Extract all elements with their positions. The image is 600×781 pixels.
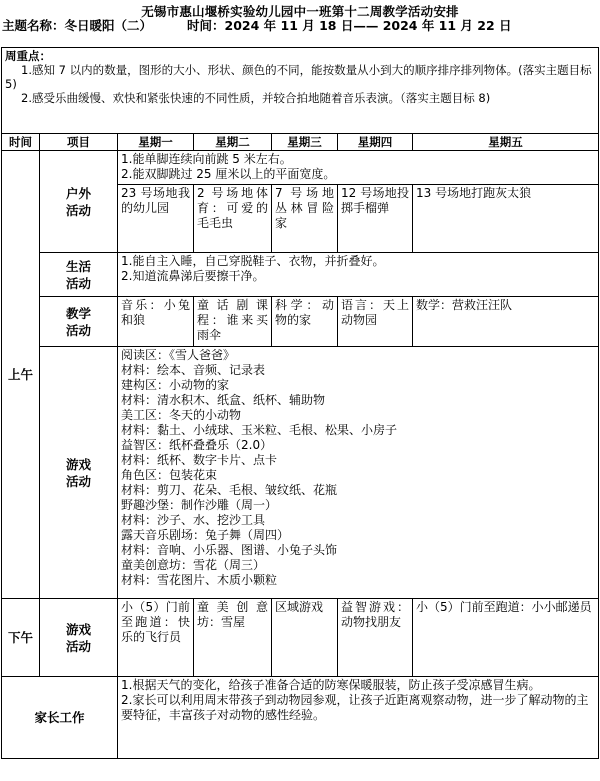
header-friday: 星期五 <box>413 134 599 151</box>
game-label: 游戏 活动 <box>40 347 118 599</box>
header-wednesday: 星期三 <box>272 134 338 151</box>
teaching-label: 教学 活动 <box>40 297 118 347</box>
list-item: 角色区：包装花束 <box>121 468 218 482</box>
list-item: 美工区：冬天的小动物 <box>121 408 242 422</box>
header-time: 时间 <box>2 134 40 151</box>
afternoon-friday: 小（5）门前至跑道：小小邮递员 <box>413 599 599 677</box>
afternoon-monday: 小（5）门前至跑道：快乐的飞行员 <box>118 599 194 677</box>
outdoor-goals: 1.能单脚连续向前跳 5 米左右。 2.能双脚跳过 25 厘米以上的平面宽度。 <box>118 151 599 185</box>
list-item: 材料：黏土、小绒球、玉米粒、毛根、松果、小房子 <box>121 423 398 437</box>
life-goals: 1.能自主入睡，自己穿脱鞋子、衣物，并折叠好。 2.知道流鼻涕后要擦干净。 <box>118 253 599 297</box>
outdoor-thursday: 12 号场地投掷手榴弹 <box>338 185 413 253</box>
schedule-table <box>1 47 599 759</box>
focus-item: 1.感知 7 以内的数量，图形的大小、形状、颜色的不同，能按数量从小到大的顺序排序排列物体。(落实主题目标 5) <box>5 63 592 91</box>
list-item: 材料：绘本、音频、记录表 <box>121 363 266 377</box>
afternoon-tuesday: 童美创意坊：雪屋 <box>194 599 272 677</box>
list-item: 建构区：小动物的家 <box>121 378 230 392</box>
list-item: 阅读区：《雪人爸爸》 <box>121 348 236 362</box>
list-item: 露天音乐剧场：兔子舞（周四） <box>121 528 290 542</box>
outdoor-label: 户外 活动 <box>40 151 118 253</box>
page-title: 无锡市惠山堰桥实验幼儿园中一班第十二周教学活动安排 <box>141 4 459 19</box>
teaching-monday: 音乐：小兔和狼 <box>118 297 194 347</box>
life-label: 生活 活动 <box>40 253 118 297</box>
theme-line <box>2 19 598 33</box>
list-item: 材料：剪刀、花朵、毛根、皱纹纸、花瓶 <box>121 483 338 497</box>
list-item: 1.根据天气的变化，给孩子准备合适的防寒保暖服装，防止孩子受凉感冒生病。 <box>121 678 541 692</box>
focus-item: 2.感受乐曲缓慢、欢快和紧张快速的不同性质，并较合拍地随着音乐表演。（落实主题目标 8) <box>21 91 491 105</box>
list-item: 童美创意坊：雪花（周三） <box>121 558 266 572</box>
teaching-wednesday: 科学：动物的家 <box>272 297 338 347</box>
outdoor-wednesday: 7 号场地丛林冒险家 <box>272 185 338 253</box>
afternoon-wednesday: 区域游戏 <box>272 599 338 677</box>
afternoon-label: 下午 <box>2 599 40 677</box>
list-item: 材料：纸杯、数字卡片、点卡 <box>121 453 278 467</box>
theme-name: 主题名称：冬日暖阳（二） <box>2 18 153 33</box>
game-areas <box>118 347 599 599</box>
list-item: 材料：沙子、水、挖沙工具 <box>121 513 266 527</box>
header-row <box>2 134 599 151</box>
afternoon-thursday: 益智游戏：动物找朋友 <box>338 599 413 677</box>
list-item: 野趣沙堡：制作沙雕（周一） <box>121 498 278 512</box>
header-item: 项目 <box>40 134 118 151</box>
morning-label: 上午 <box>2 151 40 599</box>
afternoon-game-label: 游戏 活动 <box>40 599 118 677</box>
header-thursday: 星期四 <box>338 134 413 151</box>
focus-heading: 周重点： <box>5 49 51 63</box>
date-range: 时间：2024 年 11 月 18 日—— 2024 年 11 月 22 日 <box>187 18 512 33</box>
teaching-thursday: 语言：天上动物园 <box>338 297 413 347</box>
outdoor-monday: 23 号场地我的幼儿园 <box>118 185 194 253</box>
list-item: 益智区：纸杯叠叠乐（2.0） <box>121 438 273 452</box>
outdoor-friday: 13 号场地打跑灰太狼 <box>413 185 599 253</box>
outdoor-tuesday: 2 号场地体育：可爱的毛毛虫 <box>194 185 272 253</box>
header-tuesday: 星期二 <box>194 134 272 151</box>
parent-work-label: 家长工作 <box>2 677 118 759</box>
teaching-friday: 数学：营救汪汪队 <box>413 297 599 347</box>
list-item: 2.家长可以利用周末带孩子到动物园参观，让孩子近距离观察动物，进一步了解动物的主要特征，丰富孩子对动物的感性经验。 <box>121 693 589 722</box>
teaching-tuesday: 童话剧课程：谁来买雨伞 <box>194 297 272 347</box>
parent-work-content <box>118 677 599 759</box>
header-monday: 星期一 <box>118 134 194 151</box>
weekly-focus <box>2 48 599 134</box>
list-item: 材料：清水积木、纸盒、纸杯、辅助物 <box>121 393 326 407</box>
list-item: 材料：雪花图片、木质小颗粒 <box>121 573 278 587</box>
list-item: 材料：音响、小乐器、图谱、小兔子头饰 <box>121 543 338 557</box>
